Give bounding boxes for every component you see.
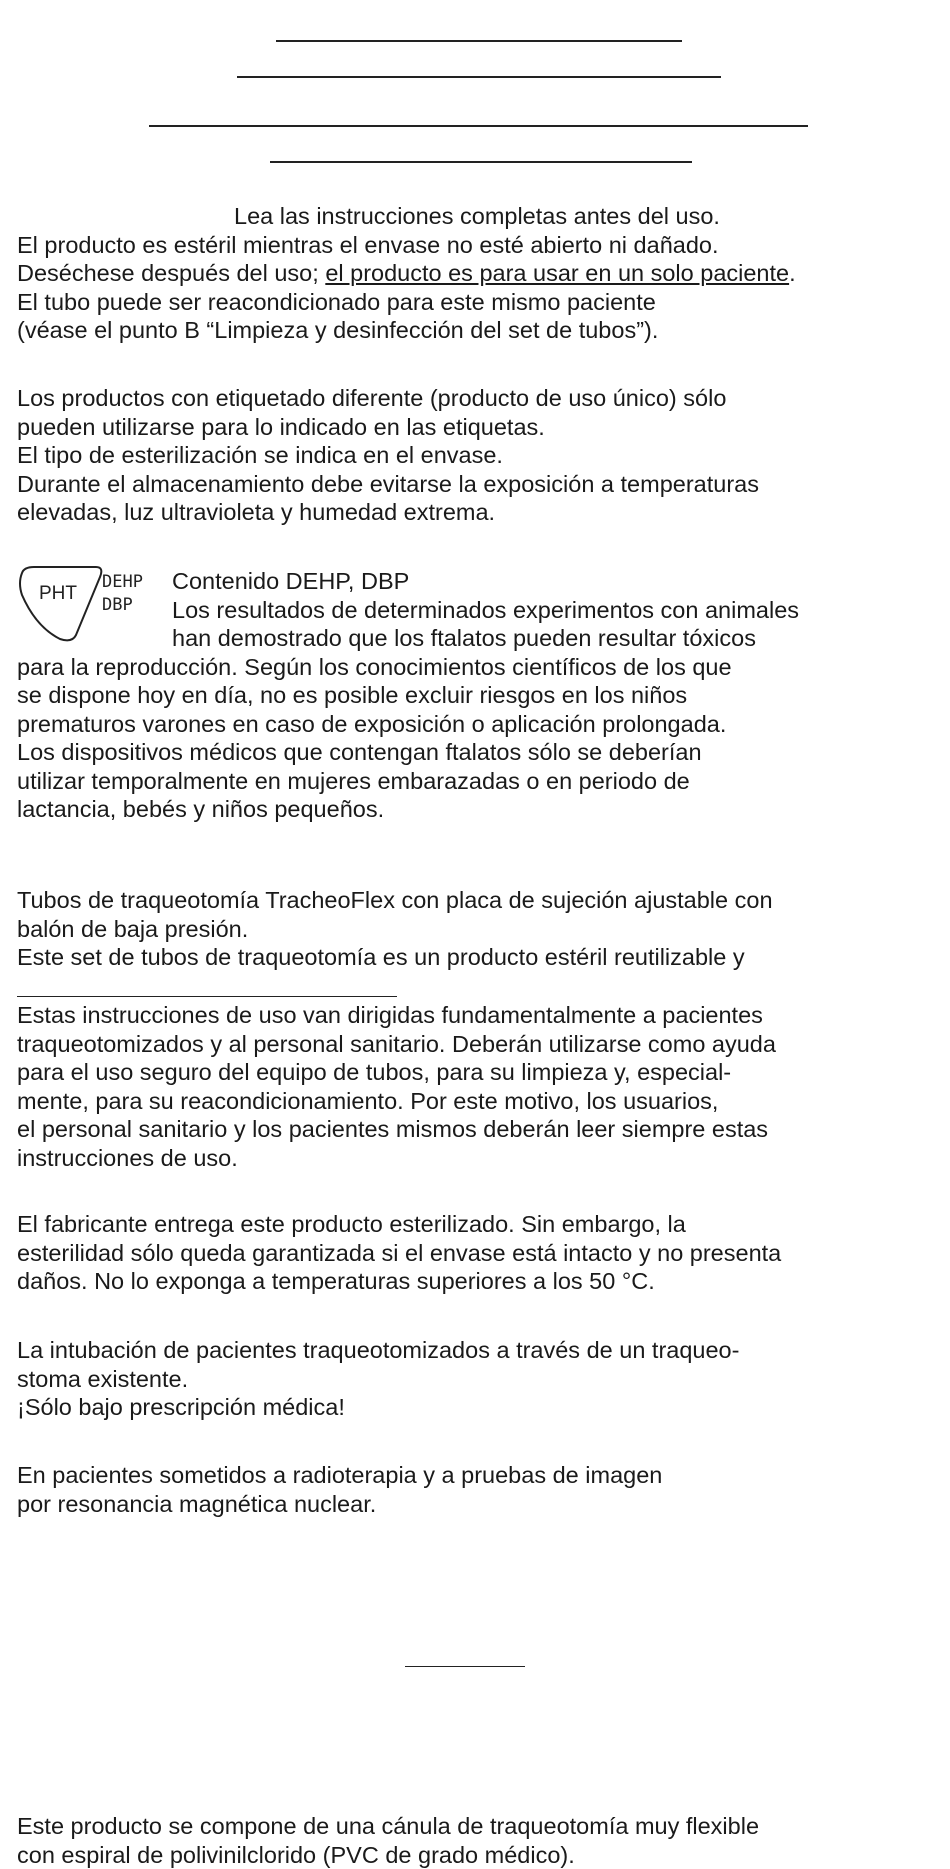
audience-line: el personal sanitario y los pacientes mismos deberán leer siempre estas (17, 1115, 937, 1144)
intro-line-3 (17, 259, 937, 288)
phthalate-line: lactancia, bebés y niños pequeños. (17, 795, 937, 824)
audience-line: Estas instrucciones de uso van dirigidas fundamentalmente a pacientes (17, 1001, 937, 1030)
audience-line: traqueotomizados y al personal sanitario. Deberán utilizarse como ayuda (17, 1030, 937, 1059)
intubation-line: ¡Sólo bajo prescripción médica! (17, 1393, 937, 1422)
labeling-line: Durante el almacenamiento debe evitarse la exposición a temperaturas (17, 470, 937, 499)
composition-section (17, 1812, 937, 1869)
sterile-line: daños. No lo exponga a temperaturas superiores a los 50 °C. (17, 1267, 937, 1296)
phthalate-section (17, 567, 937, 824)
intro-line-5: (véase el punto B “Limpieza y desinfección del set de tubos”). (17, 316, 937, 345)
phthalate-line: Los dispositivos médicos que contengan ftalatos sólo se deberían (17, 738, 937, 767)
audience-section (17, 1001, 937, 1172)
section-rule (17, 996, 397, 997)
phthalate-line: han demostrado que los ftalatos pueden resultar tóxicos (17, 624, 937, 653)
top-rule-1 (276, 40, 682, 42)
intro-section (17, 202, 937, 345)
labeling-line: pueden utilizarse para lo indicado en las etiquetas. (17, 413, 937, 442)
labeling-line: El tipo de esterilización se indica en el envase. (17, 441, 937, 470)
radiotherapy-section (17, 1461, 937, 1518)
phthalate-line: para la reproducción. Según los conocimientos científicos de los que (17, 653, 937, 682)
intubation-section (17, 1336, 937, 1422)
intro-line-3-prefix: Deséchese después del uso; (17, 260, 325, 286)
product-section (17, 886, 937, 972)
product-line: balón de baja presión. (17, 915, 937, 944)
sterile-line: esterilidad sólo queda garantizada si el envase está intacto y no presenta (17, 1239, 937, 1268)
top-rule-2 (237, 76, 721, 78)
short-rule (405, 1666, 525, 1667)
sterile-line: El fabricante entrega este producto esterilizado. Sin embargo, la (17, 1210, 937, 1239)
radiotherapy-line: por resonancia magnética nuclear. (17, 1490, 937, 1519)
intro-line-1: Lea las instrucciones completas antes del uso. (17, 202, 937, 231)
product-line: Este set de tubos de traqueotomía es un producto estéril reutilizable y (17, 943, 937, 972)
phthalate-line: Los resultados de determinados experimentos con animales (17, 596, 937, 625)
intro-line-3-suffix: . (789, 260, 796, 286)
phthalate-heading: Contenido DEHP, DBP (17, 567, 937, 596)
composition-line: Este producto se compone de una cánula de traqueotomía muy flexible (17, 1812, 937, 1841)
product-line: Tubos de traqueotomía TracheoFlex con placa de sujeción ajustable con (17, 886, 937, 915)
intro-line-4: El tubo puede ser reacondicionado para este mismo paciente (17, 288, 937, 317)
sterile-section (17, 1210, 937, 1296)
symbol-text: PHT (39, 583, 77, 604)
labeling-line: elevadas, luz ultravioleta y humedad extrema. (17, 498, 937, 527)
phthalate-line: se dispone hoy en día, no es posible excluir riesgos en los niños (17, 681, 937, 710)
symbol-sub-dbp: DBP (102, 595, 133, 615)
single-patient-note: el producto es para usar en un solo paciente (325, 260, 789, 286)
top-rule-3 (149, 125, 808, 127)
intubation-line: stoma existente. (17, 1365, 937, 1394)
intro-line-2: El producto es estéril mientras el envase no esté abierto ni dañado. (17, 231, 937, 260)
composition-line: con espiral de polivinilclorido (PVC de grado médico). (17, 1841, 937, 1869)
phthalate-line: prematuros varones en caso de exposición o aplicación prolongada. (17, 710, 937, 739)
intubation-line: La intubación de pacientes traqueotomizados a través de un traqueo- (17, 1336, 937, 1365)
labeling-line: Los productos con etiquetado diferente (producto de uso único) sólo (17, 384, 937, 413)
audience-line: instrucciones de uso. (17, 1144, 937, 1173)
radiotherapy-line: En pacientes sometidos a radioterapia y a pruebas de imagen (17, 1461, 937, 1490)
labeling-section (17, 384, 937, 527)
audience-line: mente, para su reacondicionamiento. Por este motivo, los usuarios, (17, 1087, 937, 1116)
top-rule-4 (270, 161, 692, 163)
symbol-sub-dehp: DEHP (102, 572, 143, 592)
phthalate-line: utilizar temporalmente en mujeres embarazadas o en periodo de (17, 767, 937, 796)
audience-line: para el uso seguro del equipo de tubos, para su limpieza y, especial- (17, 1058, 937, 1087)
